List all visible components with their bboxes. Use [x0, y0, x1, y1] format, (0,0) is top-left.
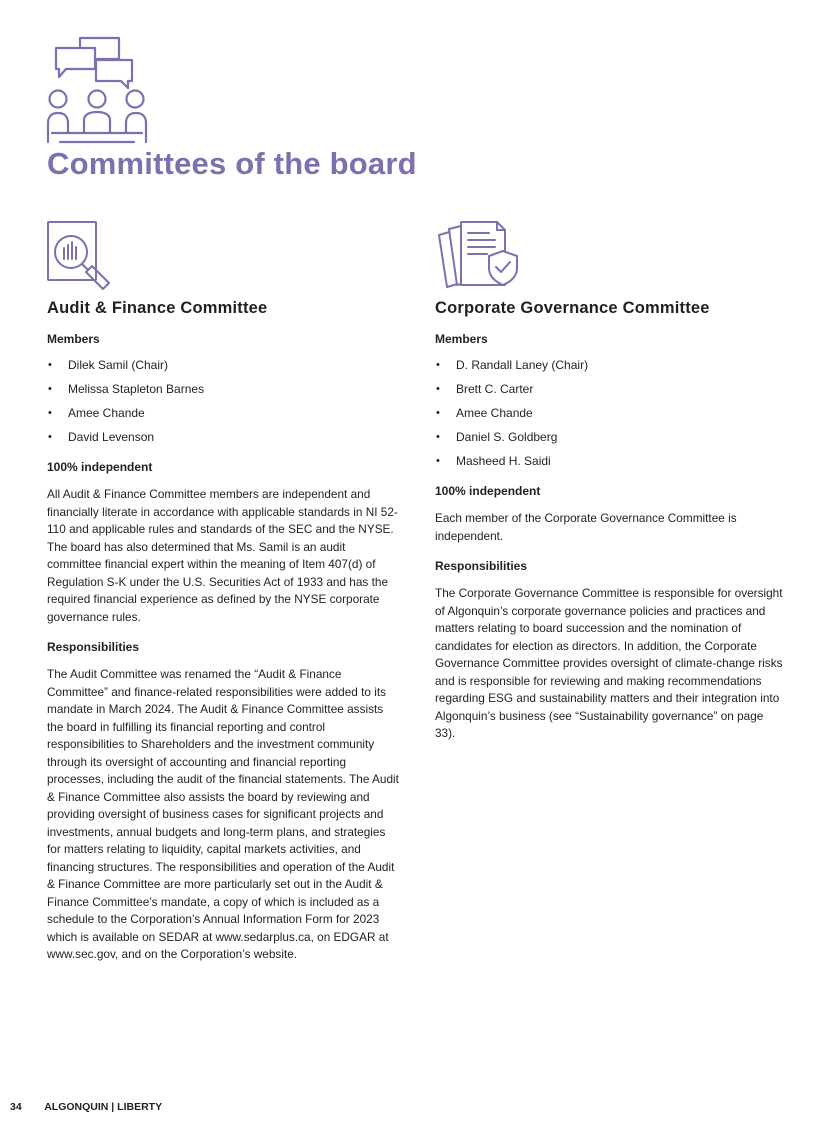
list-item: • Melissa Stapleton Barnes: [47, 381, 399, 397]
footer-brand: ALGONQUIN | LIBERTY: [44, 1101, 163, 1113]
page-number: 34: [10, 1101, 22, 1113]
audit-members-list: [47, 357, 399, 445]
governance-members-label: Members: [435, 332, 488, 346]
audit-members-label: Members: [47, 332, 100, 346]
audit-committee-section: [47, 221, 399, 964]
meeting-discussion-icon: [46, 36, 148, 146]
footer: [10, 1101, 162, 1113]
list-item: • Amee Chande: [47, 405, 399, 421]
audit-responsibilities-text: The Audit Committee was renamed the “Audit & Finance Committee” and finance-related responsibilities were added to its mandate in March 2024. The Audit & Finance Committee assists the board in fulfilling its financial reporting and control responsibilities to Shareholders and the investment community through its oversight of accounting and financial reporting processes, including the audit of the financial statements. The Audit & Finance Committee also assists the board by reviewing and providing oversight of business cases for significant projects and investments, annual budgets and long-term plans, and strategies for matters relating to liquidity, capital markets activities, and financing structures. The responsibilities and operation of the Audit & Finance Committee are more particularly set out in the Audit & Finance Committee’s mandate, a copy of which is included as a schedule to the Corporation’s Annual Information Form for 2023 which is available on SEDAR at www.sedarplus.ca, on EDGAR at www.sec.gov, and on the Corporation’s website.: [47, 667, 399, 961]
audit-committee-heading: Audit & Finance Committee: [47, 299, 268, 317]
list-item: • D. Randall Laney (Chair): [435, 357, 785, 373]
documents-shield-icon: [435, 221, 521, 293]
audit-independent-text: All Audit & Finance Committee members are independent and financially literate in accordance with applicable standards in NI 52-110 and applicable rules and standards of the SEC and the NYSE. The board has also determined that Ms. Samil is an audit committee financial expert within the meaning of Item 407(d) of Regulation S-K under the U.S. Securities Act of 1933 and has the required financial experience as defined by the NYSE corporate governance rules.: [47, 487, 398, 624]
governance-committee-heading: Corporate Governance Committee: [435, 299, 710, 317]
governance-members-list: [435, 357, 785, 469]
list-item: • Dilek Samil (Chair): [47, 357, 399, 373]
list-item: • Brett C. Carter: [435, 381, 785, 397]
audit-independent-label: 100% independent: [47, 460, 153, 474]
page-title: Committees of the board: [47, 146, 417, 181]
list-item: • David Levenson: [47, 429, 399, 445]
audit-responsibilities-label: Responsibilities: [47, 640, 140, 654]
governance-responsibilities-label: Responsibilities: [435, 559, 528, 573]
governance-responsibilities-text: The Corporate Governance Committee is responsible for oversight of Algonquin’s corporate governance policies and practices and matters relating to board succession and the nomination of candidates for election as directors. In addition, the Corporate Governance Committee provides oversight of climate-change risks and is responsible for reviewing and making recommendations regarding ESG and sustainability matters and their integration into Algonquin’s business (see “Sustainability governance” on page 33).: [435, 586, 783, 740]
list-item: • Masheed H. Saidi: [435, 453, 785, 469]
list-item: • Amee Chande: [435, 405, 785, 421]
governance-committee-section: [435, 221, 785, 743]
list-item: • Daniel S. Goldberg: [435, 429, 785, 445]
document-magnifier-icon: [47, 221, 115, 293]
governance-independent-text: Each member of the Corporate Governance Committee is independent.: [435, 511, 737, 543]
governance-independent-label: 100% independent: [435, 484, 541, 498]
